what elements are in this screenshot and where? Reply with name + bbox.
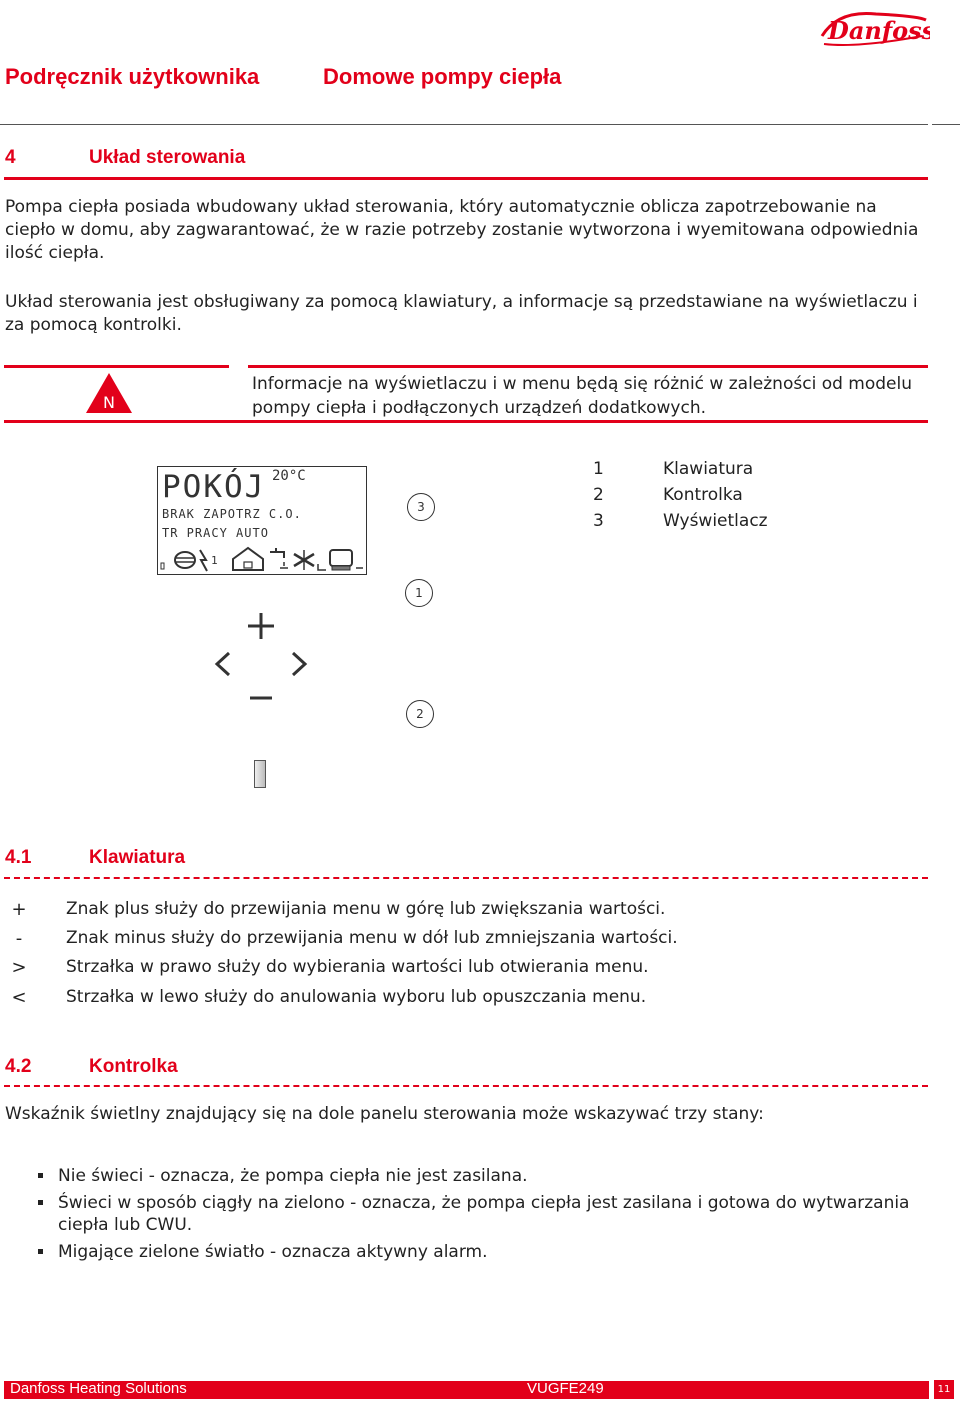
bullet-marker [38, 1173, 43, 1178]
callout-2: 2 [406, 700, 434, 728]
note-icon [84, 371, 134, 415]
svg-text:N: N [103, 393, 115, 412]
legend-number: 2 [593, 485, 604, 505]
key-symbol-left: < [11, 987, 27, 1008]
callout-3: 3 [407, 493, 435, 521]
header-rule-right [932, 124, 960, 125]
lcd-status-icons [160, 544, 364, 572]
header-rule [0, 124, 928, 125]
note-text: Informacje na wyświetlaczu i w menu będą się różnić w zależności od modelu pompy ciepła i podłączonych urządzeń dodatkowych. [252, 374, 912, 418]
key-description: Strzałka w prawo służy do wybierania wartości lub otwierania menu. [66, 957, 649, 977]
section-4-title: Układ sterowania [89, 147, 246, 168]
footer-doc-code: VUGFE249 [527, 1380, 604, 1397]
product-title: Domowe pompy ciepła [323, 64, 562, 89]
key-description: Znak plus służy do przewijania menu w górę lub zwiększania wartości. [66, 899, 666, 919]
svg-text:Danfoss: Danfoss [828, 16, 930, 45]
bullet-item: Świeci w sposób ciągły na zielono - oznacza, że pompa ciepła jest zasilana i gotowa do wytwarzania ciepła lub CWU. [58, 1193, 910, 1235]
bullet-item: Migające zielone światło - oznacza aktywny alarm. [58, 1242, 488, 1262]
section-4-1-title: Klawiatura [89, 847, 186, 868]
section-4-rule [4, 177, 928, 180]
footer-company: Danfoss Heating Solutions [10, 1380, 187, 1397]
note-rule-bottom [4, 420, 928, 423]
key-symbol-plus: + [11, 899, 27, 920]
section-4-2-rule [4, 1085, 928, 1087]
svg-text:1: 1 [211, 554, 218, 567]
legend-number: 1 [593, 459, 604, 479]
legend-number: 3 [593, 511, 604, 531]
section-4-1-rule [4, 877, 928, 879]
section-4-number: 4 [5, 147, 16, 168]
keypad [205, 605, 325, 720]
section-4-2-number: 4.2 [5, 1056, 32, 1077]
bullet-item: Nie świeci - oznacza, że pompa ciepła nie jest zasilana. [58, 1166, 528, 1186]
lcd-line-1: BRAK ZAPOTRZ C.O. [162, 507, 302, 521]
section-4-paragraph-1: Pompa ciepła posiada wbudowany układ sterowania, który automatycznie oblicza zapotrzebowanie na ciepło w domu, aby zagwarantować, że w razie potrzeby zostanie wytworzona i wyemitowana odpowiednia ilość ciepła. [5, 197, 919, 263]
section-4-paragraph-2: Układ sterowania jest obsługiwany za pomocą klawiatury, a informacje są przedstawiane na wyświetlaczu i za pomocą kontrolki. [5, 292, 918, 335]
section-4-2-intro: Wskaźnik świetlny znajdujący się na dole panelu sterowania może wskazywać trzy stany: [5, 1104, 764, 1124]
section-4-1-number: 4.1 [5, 847, 32, 868]
legend-label: Wyświetlacz [663, 511, 768, 531]
indicator-led [254, 760, 266, 788]
callout-1: 1 [405, 579, 433, 607]
lcd-display [157, 466, 367, 575]
danfoss-logo [818, 6, 930, 52]
plus-key[interactable] [248, 613, 274, 639]
left-arrow-key[interactable] [217, 653, 229, 675]
lcd-line-2: TR PRACY AUTO [162, 526, 269, 540]
section-4-2-title: Kontrolka [89, 1056, 178, 1077]
key-description: Strzałka w lewo służy do anulowania wyboru lub opuszczania menu. [66, 987, 647, 1007]
bullet-marker [38, 1249, 43, 1254]
bullet-marker [38, 1200, 43, 1205]
key-description: Znak minus służy do przewijania menu w dół lub zmniejszania wartości. [66, 928, 678, 948]
lcd-temperature: 20°C [272, 468, 306, 484]
right-arrow-key[interactable] [293, 653, 305, 675]
lcd-title: POKÓJ [162, 469, 266, 505]
key-symbol-right: > [11, 957, 27, 978]
page-number: 11 [934, 1380, 954, 1399]
note-rule-top-left [4, 365, 229, 368]
legend-label: Kontrolka [663, 485, 743, 505]
legend-label: Klawiatura [663, 459, 754, 479]
manual-title: Podręcznik użytkownika [5, 64, 260, 89]
key-symbol-minus: - [15, 928, 23, 949]
note-rule-top-right [248, 365, 928, 368]
